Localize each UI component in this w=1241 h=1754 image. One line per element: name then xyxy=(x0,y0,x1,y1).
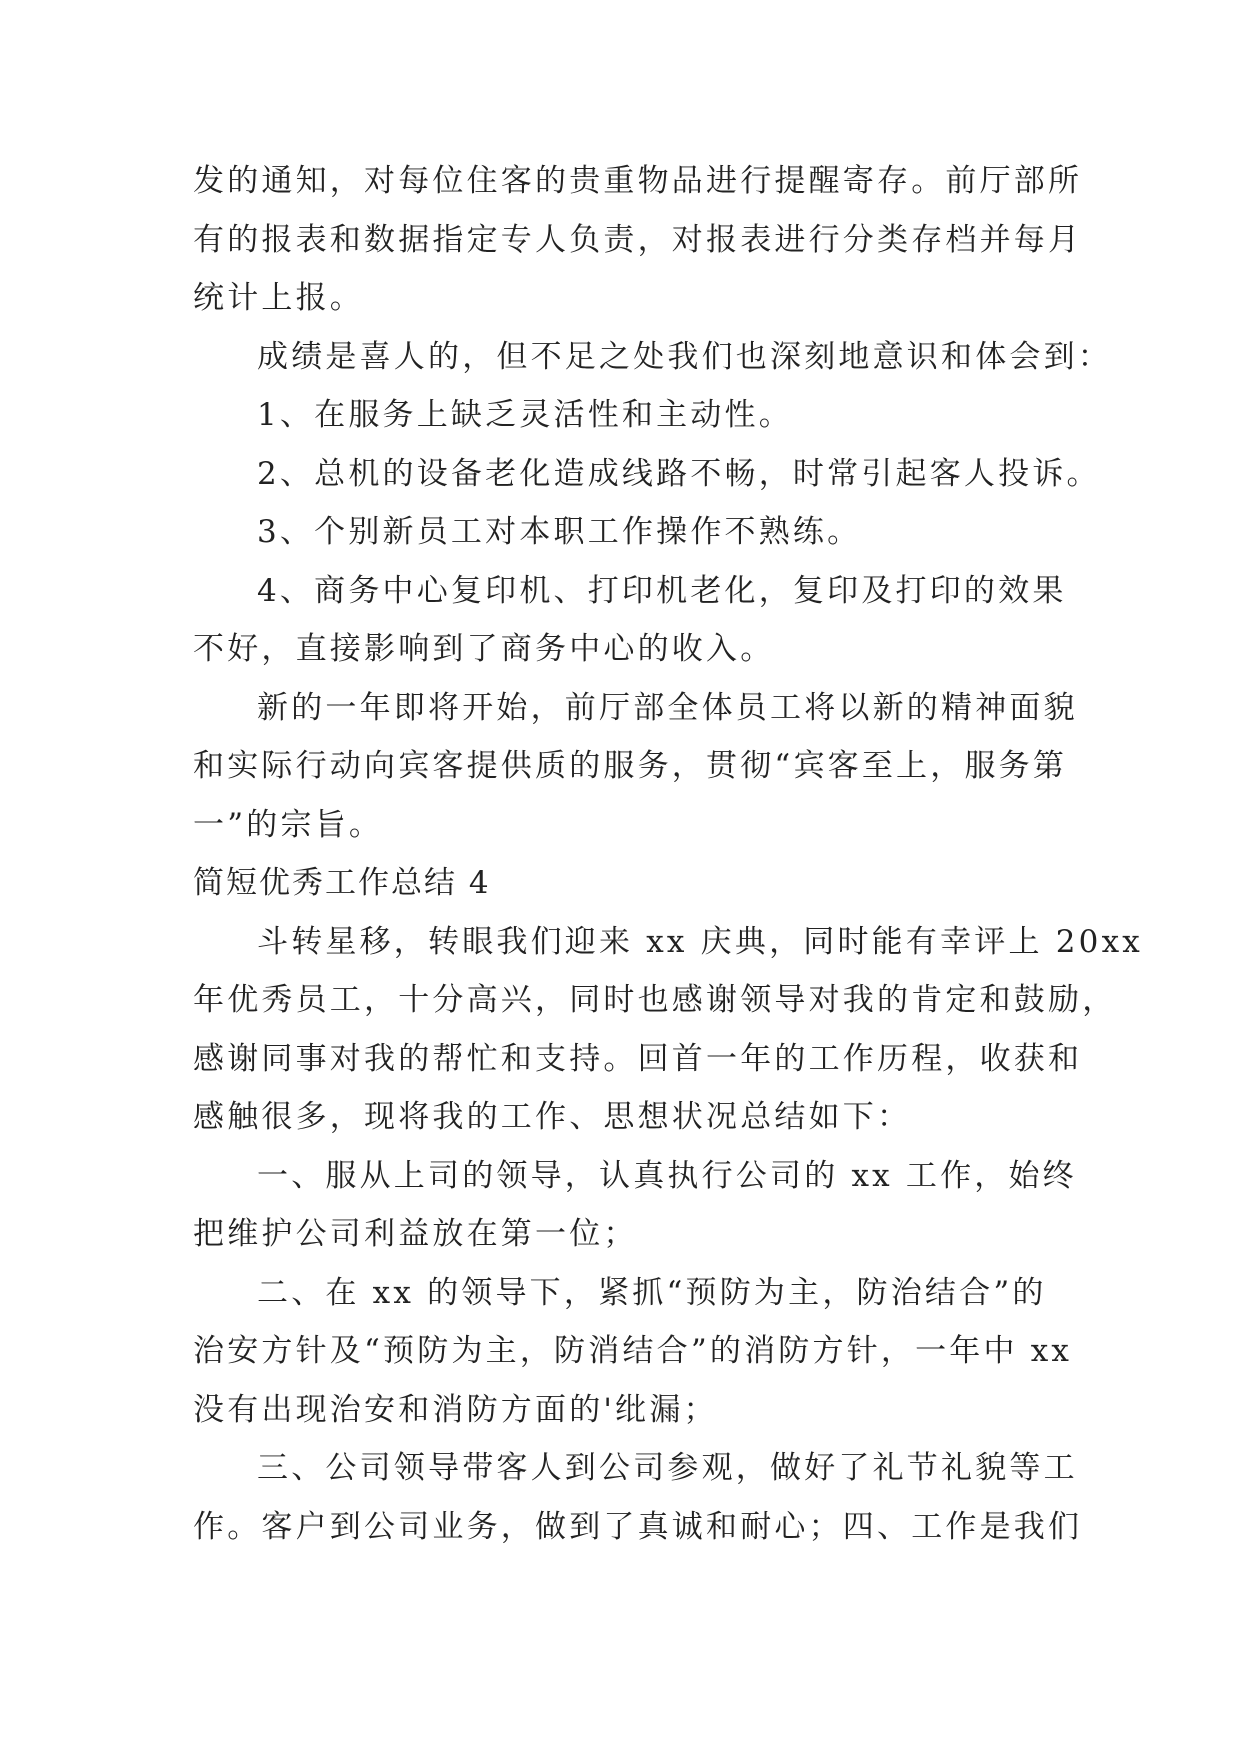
paragraph-line: 新的一年即将开始，前厅部全体员工将以新的精神面貌 xyxy=(257,689,1078,726)
list-item: 3、个别新员工对本职工作操作不熟练。 xyxy=(257,514,862,550)
paragraph-line: 发的通知，对每位住客的贵重物品进行提醒寄存。前厅部所 xyxy=(193,163,1083,199)
paragraph-line: 感触很多，现将我的工作、思想状况总结如下： xyxy=(193,1099,912,1135)
paragraph-line: 作。客户到公司业务，做到了真诚和耐心；四、工作是我们 xyxy=(193,1508,1083,1545)
paragraph-line: 和实际行动向宾客提供质的服务，贯彻“宾客至上，服务第 xyxy=(193,748,1068,784)
section-heading: 简短优秀工作总结 4 xyxy=(193,865,491,901)
list-item: 1、在服务上缺乏灵活性和主动性。 xyxy=(257,397,793,433)
list-item: 2、总机的设备老化造成线路不畅，时常引起客人投诉。 xyxy=(257,455,1101,492)
paragraph-line: 统计上报。 xyxy=(193,280,364,316)
paragraph-line: 不好，直接影响到了商务中心的收入。 xyxy=(193,631,775,667)
paragraph-line: 斗转星移，转眼我们迎来 xx 庆典，同时能有幸评上 20xx xyxy=(257,923,1143,960)
paragraph-line: 治安方针及“预防为主，防消结合”的消防方针，一年中 xx xyxy=(193,1333,1073,1369)
paragraph-line: 感谢同事对我的帮忙和支持。回首一年的工作历程，收获和 xyxy=(193,1040,1083,1077)
paragraph-line: 有的报表和数据指定专人负责，对报表进行分类存档并每月 xyxy=(193,221,1083,258)
paragraph-line: 一、服从上司的领导，认真执行公司的 xx 工作，始终 xyxy=(257,1157,1077,1194)
paragraph-line: 把维护公司利益放在第一位； xyxy=(193,1216,638,1252)
paragraph-line: 成绩是喜人的，但不足之处我们也深刻地意识和体会到： xyxy=(257,338,1112,375)
paragraph-line: 一”的宗旨。 xyxy=(193,806,384,843)
list-item: 4、商务中心复印机、打印机老化，复印及打印的效果 xyxy=(257,572,1067,609)
paragraph-line: 二、在 xx 的领导下，紧抓“预防为主，防治结合”的 xyxy=(257,1274,1047,1311)
paragraph-line: 年优秀员工，十分高兴，同时也感谢领导对我的肯定和鼓励， xyxy=(193,982,1117,1018)
paragraph-line: 没有出现治安和消防方面的'纰漏； xyxy=(193,1391,718,1428)
paragraph-line: 三、公司领导带客人到公司参观，做好了礼节礼貌等工 xyxy=(257,1450,1078,1486)
document-body xyxy=(193,152,1143,1556)
